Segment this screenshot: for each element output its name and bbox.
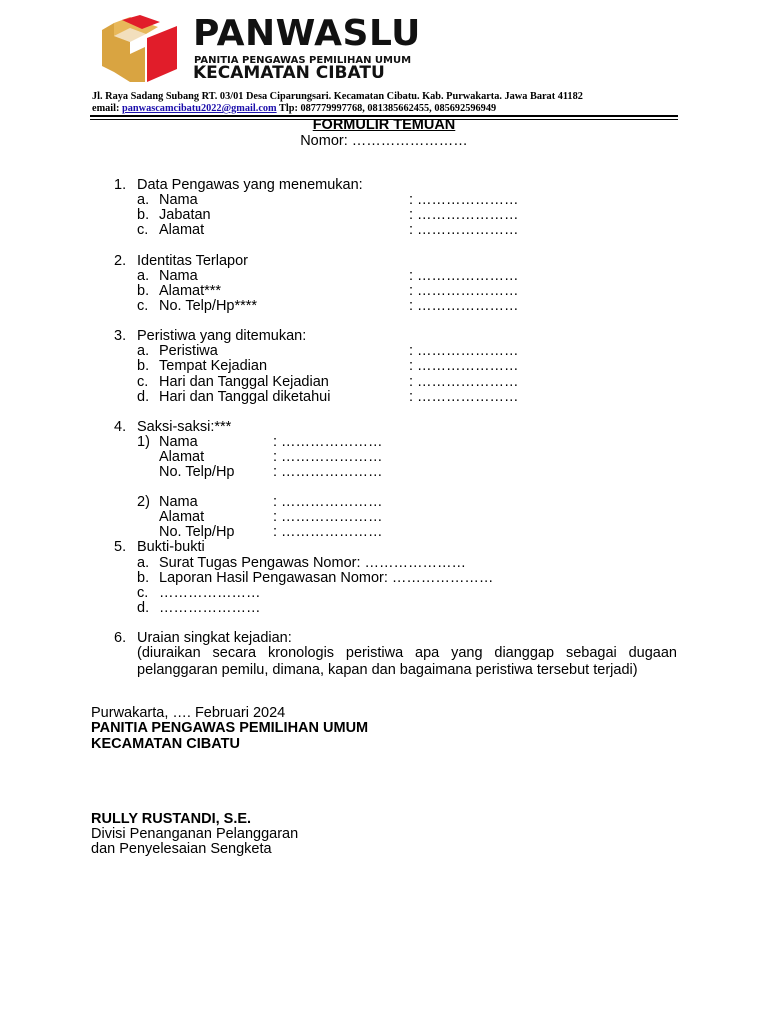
section-title: Uraian singkat kejadian:: [137, 630, 292, 646]
form-number: Nomor: ……………………: [300, 133, 468, 149]
witness-value: : …………………: [273, 524, 383, 540]
item-label: Nama: [159, 268, 198, 284]
item-label: Alamat***: [159, 283, 222, 299]
item-value: : …………………: [409, 298, 519, 314]
item-label: Hari dan Tanggal diketahui: [159, 389, 331, 405]
item-value: : …………………: [409, 268, 519, 284]
witness-number: 2): [137, 494, 150, 510]
item-letter: b.: [137, 358, 150, 374]
panwaslu-logo-icon: [100, 14, 178, 84]
section-description: (diuraikan secara kronologis peristiwa apa yang dianggap sebagai dugaan pelanggaran pemilu, dimana, kapan dan bagaimana peristiwa tersebut terjadi): [137, 645, 677, 678]
item-letter: d.: [137, 389, 150, 405]
section-number: 3.: [114, 328, 127, 344]
item-label: Hari dan Tanggal Kejadian: [159, 374, 329, 390]
item-letter: a.: [137, 343, 150, 359]
item-letter: a.: [137, 268, 150, 284]
email-link[interactable]: panwascamcibatu2022@gmail.com: [122, 103, 277, 114]
item-letter: b.: [137, 207, 150, 223]
email-label: email:: [92, 103, 120, 114]
org-name: PANWASLU: [193, 13, 421, 54]
place-date: Purwakarta, …. Februari 2024: [91, 705, 286, 721]
phone-numbers: Tlp: 087779997768, 081385662455, 085692596949: [279, 103, 497, 114]
item-letter: c.: [137, 298, 149, 314]
item-text: Surat Tugas Pengawas Nomor: …………………: [159, 555, 467, 571]
item-label: Peristiwa: [159, 343, 218, 359]
address-line: Jl. Raya Sadang Subang RT. 03/01 Desa Ciparungsari. Kecamatan Cibatu. Kab. Purwakarta. Jawa Barat 41182: [92, 91, 583, 102]
item-letter: c.: [137, 222, 149, 238]
item-value: : …………………: [409, 343, 519, 359]
section-number: 5.: [114, 539, 127, 555]
item-value: : …………………: [409, 207, 519, 223]
item-letter: b.: [137, 283, 150, 299]
section-number: 6.: [114, 630, 127, 646]
item-label: Nama: [159, 192, 198, 208]
item-value: : …………………: [409, 222, 519, 238]
witness-label: Nama: [159, 494, 198, 510]
section-title: Identitas Terlapor: [137, 253, 248, 269]
item-value: : …………………: [409, 374, 519, 390]
section-title: Saksi-saksi:***: [137, 419, 232, 435]
witness-label: Nama: [159, 434, 198, 450]
item-label: Tempat Kejadian: [159, 358, 268, 374]
org-full-name: PANITIA PENGAWAS PEMILIHAN UMUM: [194, 55, 412, 66]
witness-value: : …………………: [273, 434, 383, 450]
item-text: Laporan Hasil Pengawasan Nomor: …………………: [159, 570, 494, 586]
item-label: No. Telp/Hp****: [159, 298, 258, 314]
witness-label: Alamat: [159, 449, 205, 465]
signature-org-line2: KECAMATAN CIBATU: [91, 736, 241, 752]
signatory-role-line1: Divisi Penanganan Pelanggaran: [91, 826, 299, 842]
section-number: 4.: [114, 419, 127, 435]
item-letter: c.: [137, 374, 149, 390]
witness-label: No. Telp/Hp: [159, 524, 235, 540]
item-text: …………………: [159, 585, 261, 601]
item-letter: a.: [137, 192, 150, 208]
item-text: …………………: [159, 600, 261, 616]
org-district: KECAMATAN CIBATU: [193, 63, 385, 83]
item-letter: b.: [137, 570, 150, 586]
witness-label: Alamat: [159, 509, 205, 525]
item-label: Jabatan: [159, 207, 211, 223]
item-value: : …………………: [409, 192, 519, 208]
section-number: 1.: [114, 177, 127, 193]
item-value: : …………………: [409, 283, 519, 299]
signature-org-line1: PANITIA PENGAWAS PEMILIHAN UMUM: [91, 720, 369, 736]
signatory-name: RULLY RUSTANDI, S.E.: [91, 811, 252, 827]
contact-line: [92, 103, 496, 114]
section-title: Peristiwa yang ditemukan:: [137, 328, 307, 344]
item-letter: d.: [137, 600, 150, 616]
witness-number: 1): [137, 434, 150, 450]
item-letter: a.: [137, 555, 150, 571]
witness-value: : …………………: [273, 509, 383, 525]
section-title: Bukti-bukti: [137, 539, 205, 555]
witness-value: : …………………: [273, 464, 383, 480]
item-label: Alamat: [159, 222, 205, 238]
section-number: 2.: [114, 253, 127, 269]
signatory-role-line2: dan Penyelesaian Sengketa: [91, 841, 272, 857]
form-title: FORMULIR TEMUAN: [312, 117, 456, 133]
item-letter: c.: [137, 585, 149, 601]
witness-label: No. Telp/Hp: [159, 464, 235, 480]
item-value: : …………………: [409, 389, 519, 405]
witness-value: : …………………: [273, 494, 383, 510]
witness-value: : …………………: [273, 449, 383, 465]
item-value: : …………………: [409, 358, 519, 374]
section-title: Data Pengawas yang menemukan:: [137, 177, 363, 193]
